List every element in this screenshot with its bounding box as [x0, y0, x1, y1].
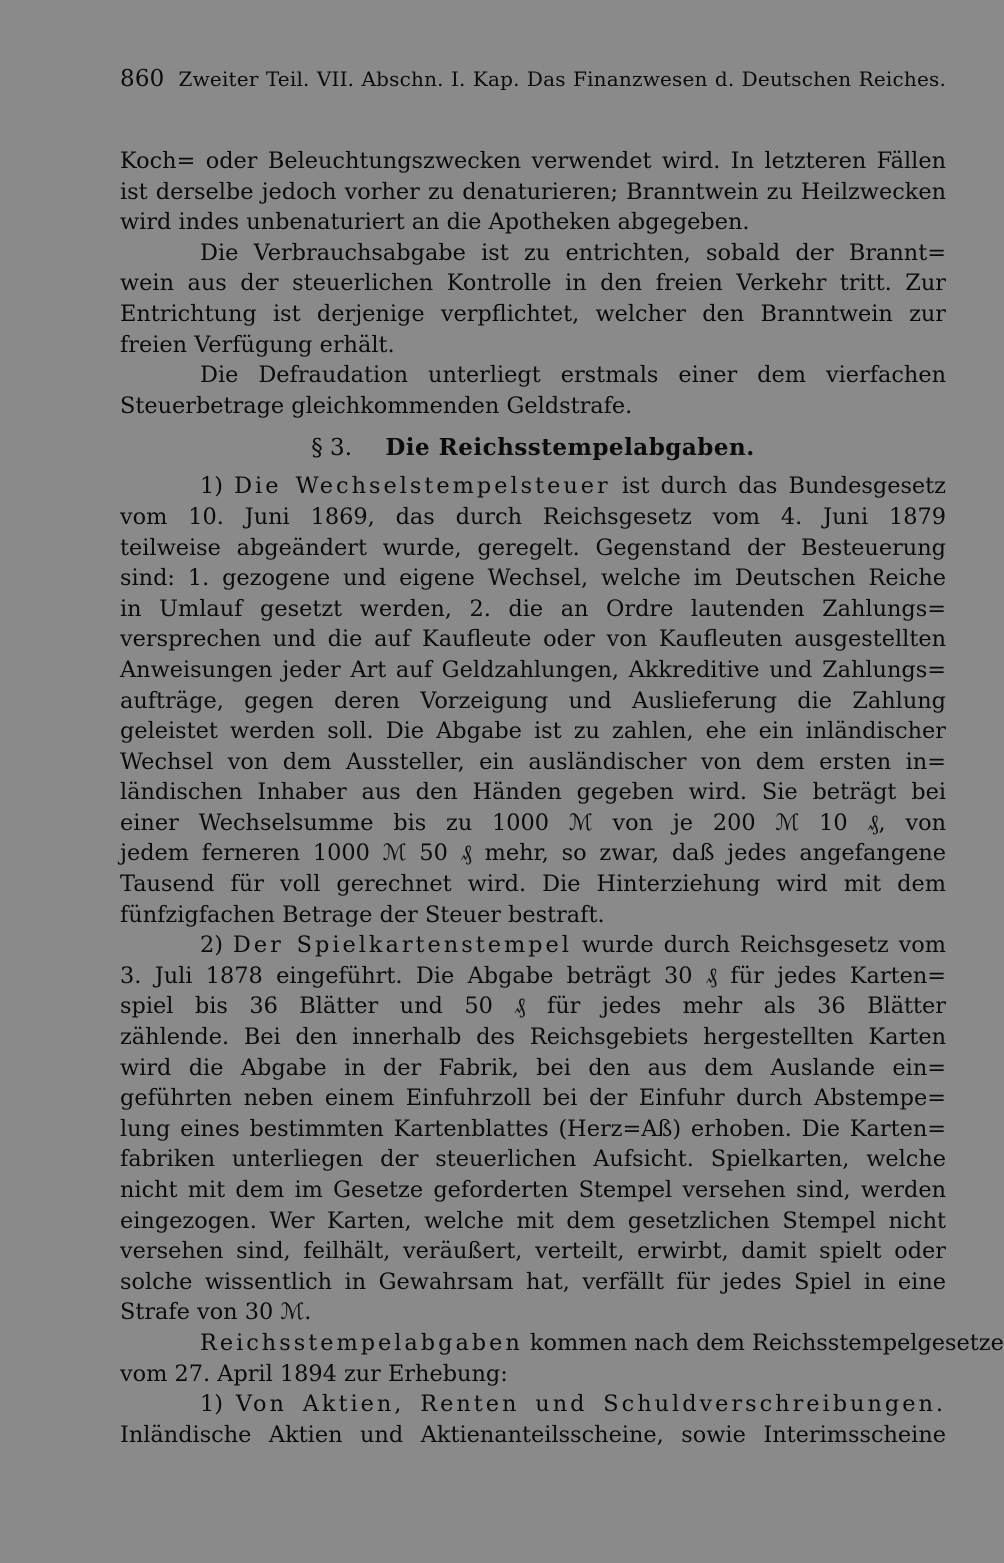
- paragraph-verbrauchsabgabe: [120, 238, 946, 360]
- text-line: Wechsel von dem Aussteller, ein ausländischer von dem ersten in=: [120, 748, 946, 775]
- emphasized-term: Von Aktien, Renten und Schuldverschreibungen.: [235, 1391, 946, 1418]
- text-line: [120, 471, 946, 502]
- text-line: Inländische Aktien und Aktienanteilsscheine, sowie Interimsscheine: [120, 1421, 946, 1448]
- text-line: einer Wechselsumme bis zu 1000 ℳ von je 200 ℳ 10 ₰, von: [120, 809, 946, 836]
- text-line: ländischen Inhaber aus den Händen gegeben wird. Sie beträgt bei: [120, 779, 946, 806]
- page-header: [120, 66, 946, 108]
- section-number: § 3.: [311, 435, 353, 462]
- paragraph-reichsstempelabgaben: [120, 1328, 1004, 1389]
- text-line: fünfzigfachen Betrage der Steuer bestraft.: [120, 901, 605, 928]
- text-line: versprechen und die auf Kaufleute oder von Kaufleuten ausgestellten: [120, 626, 946, 653]
- text-line: Entrichtung ist derjenige verpflichtet, welcher den Branntwein zur: [120, 300, 946, 327]
- text-line: aufträge, gegen deren Vorzeigung und Auslieferung die Zahlung: [120, 687, 946, 714]
- text-line: spiel bis 36 Blätter und 50 ₰ für jedes mehr als 36 Blätter: [120, 993, 946, 1020]
- page-number: 860: [120, 66, 165, 92]
- text-line: versehen sind, feilhält, veräußert, verteilt, erwirbt, damit spielt oder: [120, 1238, 946, 1265]
- text-line: in Umlauf gesetzt werden, 2. die an Ordre lautenden Zahlungs=: [120, 595, 946, 622]
- text-line: nicht mit dem im Gesetze geforderten Stempel versehen sind, werden: [120, 1177, 946, 1203]
- text-line: eingezogen. Wer Karten, welche mit dem gesetzlichen Stempel nicht: [120, 1207, 946, 1234]
- page-body: [120, 146, 1004, 1450]
- text-line: teilweise abgeändert wurde, geregelt. Gegenstand der Besteuerung: [120, 534, 946, 561]
- text-line: jedem ferneren 1000 ℳ 50 ₰ mehr, so zwar, daß jedes angefangene: [120, 840, 946, 867]
- text-line: [120, 930, 946, 961]
- text-line: Anweisungen jeder Art auf Geldzahlungen, Akkreditive und Zahlungs=: [120, 656, 946, 683]
- text-line: solche wissentlich in Gewahrsam hat, verfällt für jedes Spiel in eine: [120, 1268, 946, 1295]
- paragraph-denaturierung: [120, 146, 946, 238]
- text-line: zählende. Bei den innerhalb des Reichsgebiets hergestellten Karten: [120, 1024, 946, 1051]
- text-line: Koch= oder Beleuchtungszwecken verwendet wird. In letzteren Fällen: [120, 148, 946, 174]
- text-line: [120, 1328, 1004, 1359]
- item-number: 1): [200, 473, 235, 500]
- text-line: fabriken unterliegen der steuerlichen Aufsicht. Spielkarten, welche: [120, 1146, 946, 1173]
- text-line: Die Defraudation unterliegt erstmals einer dem vierfachen: [200, 362, 946, 389]
- text-line: vom 10. Juni 1869, das durch Reichsgesetz vom 4. Juni 1879: [120, 503, 946, 530]
- text-line: geführten neben einem Einfuhrzoll bei der Einfuhr durch Abstempe=: [120, 1085, 946, 1112]
- paragraph-defraudation: [120, 360, 946, 421]
- item-number: 1): [200, 1391, 236, 1418]
- text-line: ist derselbe jedoch vorher zu denaturieren; Branntwein zu Heilzwecken: [120, 178, 946, 205]
- text-line: freien Verfügung erhält.: [120, 331, 395, 358]
- emphasized-term: Der Spielkartenstempel: [232, 932, 572, 959]
- document-page: [120, 66, 1004, 1450]
- text-line: sind: 1. gezogene und eigene Wechsel, welche im Deutschen Reiche: [120, 565, 946, 592]
- text-fragment: wurde durch Reichsgesetz vom: [571, 932, 946, 959]
- text-line: vom 27. April 1894 zur Erhebung:: [120, 1360, 508, 1387]
- section-heading: [120, 425, 946, 467]
- text-line: [120, 1389, 946, 1420]
- running-head: Zweiter Teil. VII. Abschn. I. Kap. Das Finanzwesen d. Deutschen Reiches.: [178, 67, 946, 91]
- text-line: Tausend für voll gerechnet wird. Die Hinterziehung wird mit dem: [120, 871, 946, 898]
- emphasized-term: Reichsstempelabgaben: [200, 1329, 523, 1356]
- text-line: geleistet werden soll. Die Abgabe ist zu zahlen, ehe ein inländischer: [120, 718, 946, 745]
- text-line: Strafe von 30 ℳ.: [120, 1299, 312, 1326]
- text-line: wird die Abgabe in der Fabrik, bei den aus dem Auslande ein=: [120, 1054, 946, 1081]
- paragraph-spielkartenstempel: [120, 930, 946, 1328]
- text-fragment: ist durch das Bundesgesetz: [610, 473, 946, 500]
- text-line: Steuerbetrage gleichkommenden Geldstrafe.: [120, 392, 633, 419]
- text-line: Die Verbrauchsabgabe ist zu entrichten, sobald der Brannt=: [200, 239, 946, 266]
- item-number: 2): [200, 932, 233, 959]
- text-line: 3. Juli 1878 eingeführt. Die Abgabe beträgt 30 ₰ für jedes Karten=: [120, 962, 946, 989]
- text-fragment: kommen nach dem Reichsstempelgesetze: [522, 1329, 1004, 1356]
- paragraph-aktien: [120, 1389, 946, 1450]
- emphasized-term: Die Wechselstempelsteuer: [234, 473, 611, 500]
- text-line: lung eines bestimmten Kartenblattes (Herz=Aß) erhoben. Die Karten=: [120, 1115, 946, 1142]
- section-title: Die Reichsstempelabgaben.: [385, 434, 755, 462]
- paragraph-wechselstempelsteuer: [120, 471, 946, 930]
- text-line: wein aus der steuerlichen Kontrolle in den freien Verkehr tritt. Zur: [120, 270, 946, 297]
- text-line: wird indes unbenaturiert an die Apotheken abgegeben.: [120, 209, 750, 236]
